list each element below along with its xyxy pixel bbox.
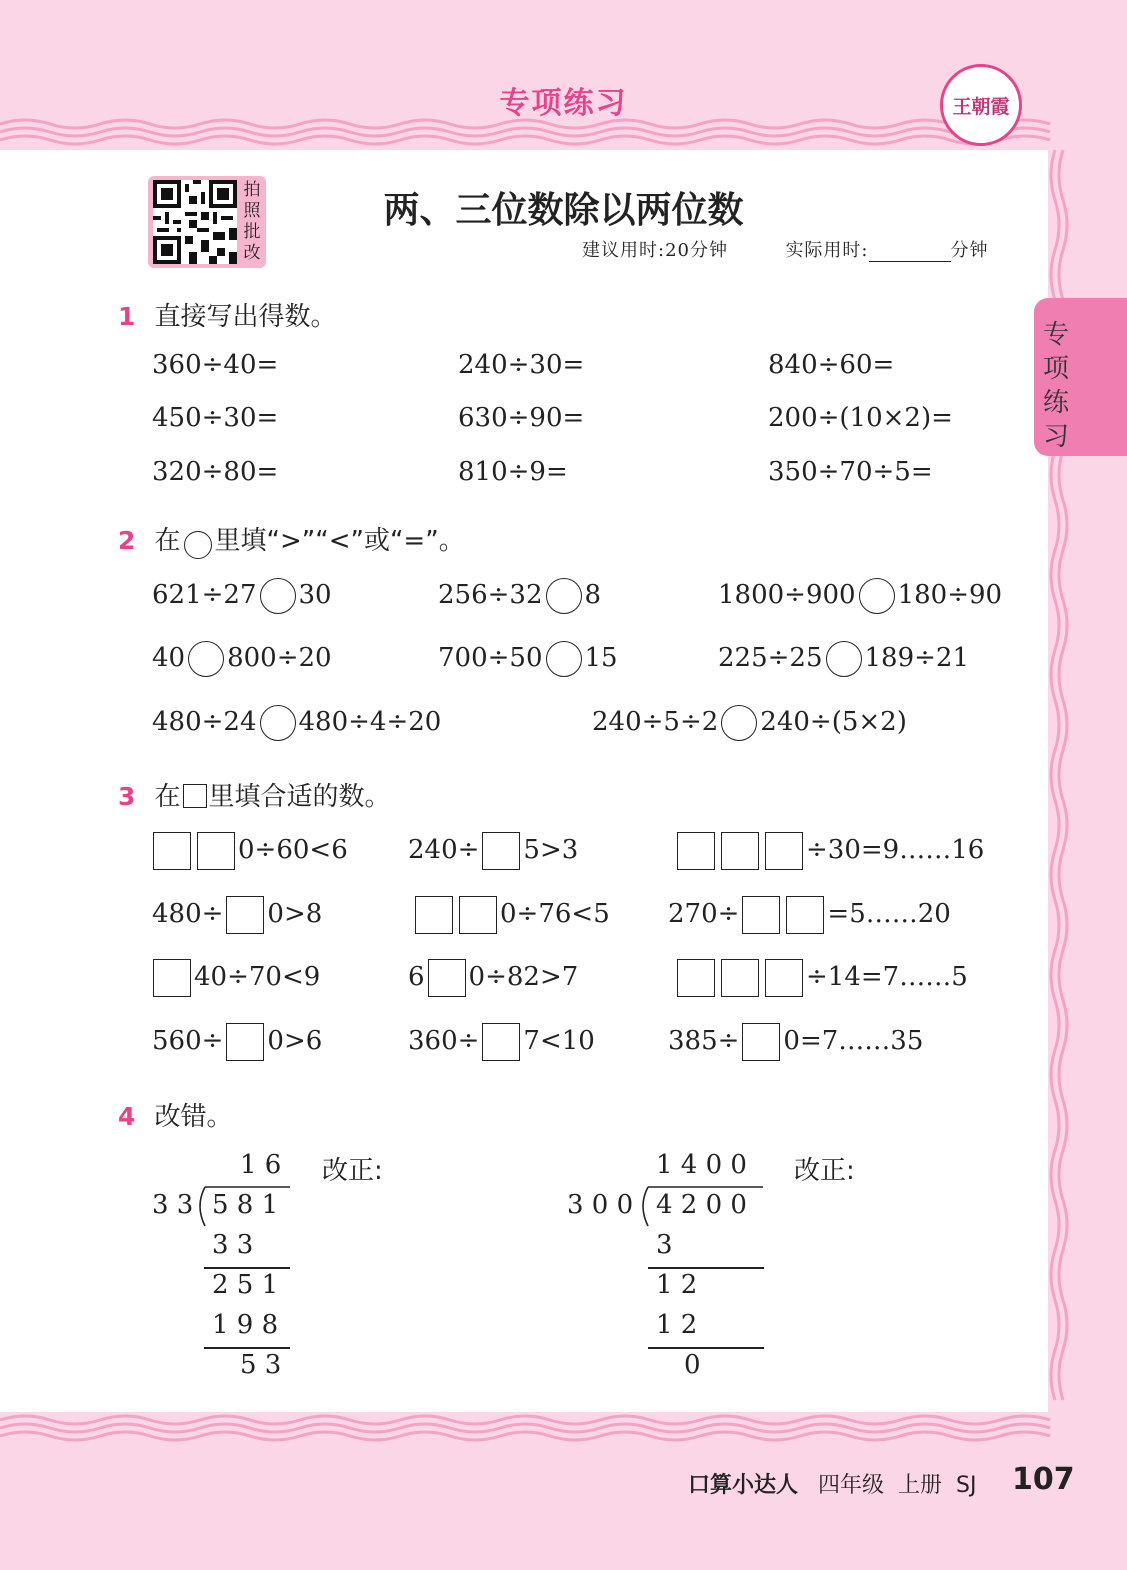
answer-box[interactable] [677,959,715,997]
div1-quotient: 1 6 [240,1150,282,1180]
fill-item: 560÷ 0>6 [152,1023,322,1061]
calc-item: 810÷9= [458,457,568,487]
compare-circle[interactable] [546,578,582,614]
section-4-text: 改错。 [154,1102,233,1132]
fill-item: 0÷76<5 [412,896,610,934]
suggested-time: 建议用时:20分钟 [582,240,728,261]
div2-step: 1 2 [656,1310,698,1340]
section-1-text: 直接写出得数。 [154,302,337,332]
compare-circle[interactable] [188,641,224,677]
answer-box[interactable] [482,832,520,870]
actual-time-blank[interactable] [869,243,951,262]
calc-item: 320÷80= [152,457,279,487]
circle-symbol-icon [184,531,212,559]
section-4-heading [118,1096,233,1133]
compare-item: 225÷25 189÷21 [718,641,969,677]
calc-item: 200÷(10×2)= [768,403,953,433]
answer-box[interactable] [226,1023,264,1061]
actual-time-label: 实际用时: [785,240,869,261]
compare-item: 240÷5÷2 240÷(5×2) [592,705,907,741]
div2-dividend: 4 2 0 0 [656,1190,747,1220]
fill-item: 480÷ 0>8 [152,896,322,934]
fill-item: 270÷ =5……20 [668,896,951,934]
answer-box[interactable] [482,1023,520,1061]
answer-box[interactable] [153,832,191,870]
fill-item: 240÷ 5>3 [408,832,578,870]
section-1-number: 1 [118,302,136,331]
div2-rule [648,1267,764,1269]
answer-box[interactable] [721,959,759,997]
answer-box[interactable] [153,959,191,997]
time-info [582,236,989,262]
answer-box[interactable] [415,896,453,934]
compare-item: 256÷32 8 [438,578,601,614]
compare-circle[interactable] [260,705,296,741]
div1-correct-label: 改正: [322,1156,383,1186]
div1-step: 5 3 [240,1350,282,1380]
div1-dividend: 5 8 1 [212,1190,279,1220]
answer-box[interactable] [226,896,264,934]
compare-item: 40 800÷20 [152,641,332,677]
compare-item: 700÷50 15 [438,641,618,677]
compare-item: 1800÷900 180÷90 [718,578,1002,614]
brand-logo-icon: 王朝霞 [940,64,1022,146]
worksheet-title: 两、三位数除以两位数 [383,190,744,231]
calc-item: 350÷70÷5= [768,457,933,487]
compare-circle[interactable] [260,578,296,614]
fill-item: ÷14=7……5 [674,959,968,997]
compare-item: 480÷24 480÷4÷20 [152,705,441,741]
answer-box[interactable] [765,832,803,870]
page-number: 107 [1012,1462,1075,1497]
section-2-heading: 2 在 里填“>”“<”或“=”。 [118,520,465,559]
side-tab-label: 专项练习 [1042,320,1069,452]
calc-item: 630÷90= [458,403,585,433]
calc-item: 360÷40= [152,350,279,380]
answer-box[interactable] [677,832,715,870]
div2-quotient: 1 4 0 0 [656,1150,747,1180]
compare-circle[interactable] [859,578,895,614]
div2-divisor: 3 0 0 [567,1190,634,1220]
section-2-number: 2 [118,526,136,555]
square-symbol-icon [183,784,207,808]
section-1-heading [118,296,337,333]
answer-box[interactable] [428,959,466,997]
answer-box[interactable] [197,832,235,870]
compare-circle[interactable] [546,641,582,677]
compare-circle[interactable] [826,641,862,677]
actual-time-unit: 分钟 [950,240,989,261]
div1-rule [204,1347,290,1349]
section-4-number: 4 [118,1102,136,1131]
div2-rule [648,1347,764,1349]
fill-item: 40÷70<9 [150,959,320,997]
calc-item: 240÷30= [458,350,585,380]
header-title: 专项练习 [499,86,628,121]
answer-box[interactable] [742,1023,780,1061]
answer-box[interactable] [721,832,759,870]
section-3-number: 3 [118,782,136,811]
div1-divisor: 3 3 [152,1190,194,1220]
answer-box[interactable] [742,896,780,934]
fill-item: 385÷ 0=7……35 [668,1023,923,1061]
div1-step: 1 9 8 [212,1310,279,1340]
fill-item: ÷30=9……16 [674,832,984,870]
calc-item: 450÷30= [152,403,279,433]
fill-item: 360÷ 7<10 [408,1023,595,1061]
calc-item: 840÷60= [768,350,895,380]
answer-box[interactable] [786,896,824,934]
fill-item: 6 0÷82>7 [408,959,578,997]
div2-step: 3 [656,1230,673,1260]
section-3-heading: 3 在 里填合适的数。 [118,782,391,812]
compare-item: 621÷27 30 [152,578,332,614]
fill-item: 0÷60<6 [150,832,348,870]
compare-circle[interactable] [721,705,757,741]
div2-correct-label: 改正: [794,1156,855,1186]
qr-label: 拍照批改 [243,180,261,263]
answer-box[interactable] [765,959,803,997]
footer-grade: 四年级 上册 SJ [818,1473,977,1498]
footer-book-title: 口算小达人 [688,1473,799,1498]
div2-step: 0 [684,1350,701,1380]
answer-box[interactable] [459,896,497,934]
div1-rule [204,1267,290,1269]
div1-step: 3 3 [212,1230,254,1260]
div2-step: 1 2 [656,1270,698,1300]
div1-step: 2 5 1 [212,1270,279,1300]
